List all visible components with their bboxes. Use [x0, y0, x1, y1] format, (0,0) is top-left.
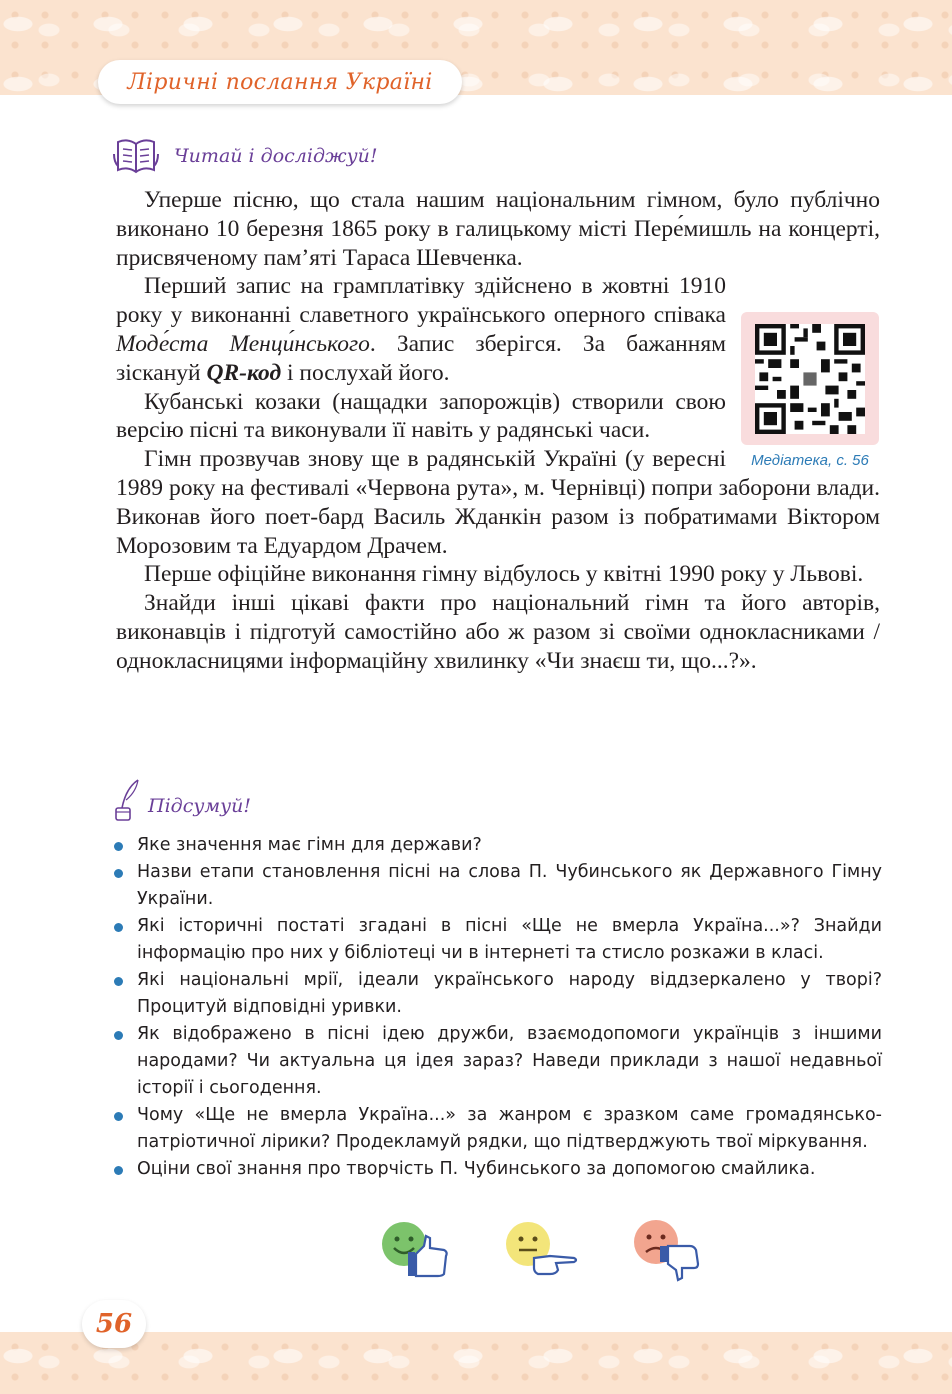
smiley-rating-row	[380, 1218, 704, 1282]
paragraph-2-text-b: . Запис зберігся. За бажанням зіскануй	[116, 330, 726, 386]
qr-caption: Медіатека, с. 56	[751, 452, 869, 469]
bullet-dot	[114, 1031, 123, 1040]
bullet-dot	[114, 1112, 123, 1121]
qr-code-link[interactable]: QR-код	[206, 359, 282, 386]
page-number: 56	[82, 1300, 146, 1348]
read-section-title: Читай і досліджуй!	[174, 145, 378, 167]
chapter-title: Ліричні послання Україні	[98, 60, 462, 104]
summary-section-title: Підсумуй!	[148, 795, 251, 817]
neutral-smiley-pointing-icon[interactable]	[504, 1218, 580, 1282]
bullet-dot	[114, 1166, 123, 1175]
sad-smiley-thumbs-down-icon[interactable]	[632, 1218, 704, 1282]
bullet-dot	[114, 869, 123, 878]
list-item: Які національні мрії, ідеали українського народу віддзеркалено у творі? Процитуй відповідні уривки.	[112, 967, 882, 1021]
paragraph-4: Гімн прозвучав знову ще в радянській Україні (у вересні 1989 року на фестивалі «Червона рута», м. Чернівці) попри заборони влади. Виконав його поет-бард Василь Жданкін разом із побратимами Віктором Морозовим та Едуардом Драчем.	[116, 446, 880, 559]
list-item: Як відображено в пісні ідею дружби, взаємодопомоги українців з іншими народами? Чи актуальна ця ідея зараз? Наведи приклади з нашої недавньої історії і сьогодення.	[112, 1021, 882, 1102]
summary-section-heading	[112, 778, 251, 822]
singer-name: Моде́ста Менци́нського	[116, 330, 370, 357]
summary-question-list	[112, 832, 882, 1183]
qr-float-spacer	[726, 298, 880, 473]
paragraph-3: Кубанські козаки (нащадки запорожців) створили свою версію пісні та виконували її навіть у радянські часи.	[116, 388, 726, 444]
read-section-heading	[112, 136, 378, 176]
decorative-bottom-band	[0, 1332, 952, 1394]
list-item: Які історичні постаті згадані в пісні «Ще не вмерла Україна...»? Знайди інформацію про них у бібліотеці чи в інтернеті та стисло розкажи в класі.	[112, 913, 882, 967]
inkwell-quill-icon	[112, 778, 142, 822]
paragraph-2-text-a: Перший запис на грамплатівку здійснено в жовтні 1910 року у виконанні славетного українського оперного співака	[116, 273, 726, 329]
list-item: Яке значення має гімн для держави?	[112, 832, 882, 859]
paragraph-6: Знайди інші цікаві факти про національний гімн та його авторів, виконавців і підготуй самостійно або ж разом зі своїми однокласниками / однокласницями інформаційну хвилинку «Чи знаєш ти, що...?».	[116, 590, 880, 674]
main-text-body	[116, 186, 880, 676]
open-book-icon	[112, 136, 160, 176]
bullet-dot	[114, 977, 123, 986]
list-item: Назви етапи становлення пісні на слова П. Чубинського як Державного Гімну України.	[112, 859, 882, 913]
list-item: Оціни свої знання про творчість П. Чубинського за допомогою смайлика.	[112, 1156, 882, 1183]
paragraph-5: Перше офіційне виконання гімну відбулось у квітні 1990 року у Львові.	[144, 561, 864, 588]
list-item: Чому «Ще не вмерла Україна...» за жанром є зразком саме громадянсько-патріотичної лірики? Продекламуй рядки, що підтверджують твої міркування.	[112, 1102, 882, 1156]
happy-smiley-thumbs-up-icon[interactable]	[380, 1218, 452, 1282]
paragraph-1: Уперше пісню, що стала нашим національним гімном, було публічно виконано 10 березня 1865 року в галицькому місті Пере́мишль на концерті, присвяченому пам’яті Тараса Шевченка.	[116, 187, 880, 271]
bullet-dot	[114, 842, 123, 851]
bullet-dot	[114, 923, 123, 932]
paragraph-2-text-c: і послухай його.	[281, 359, 450, 386]
